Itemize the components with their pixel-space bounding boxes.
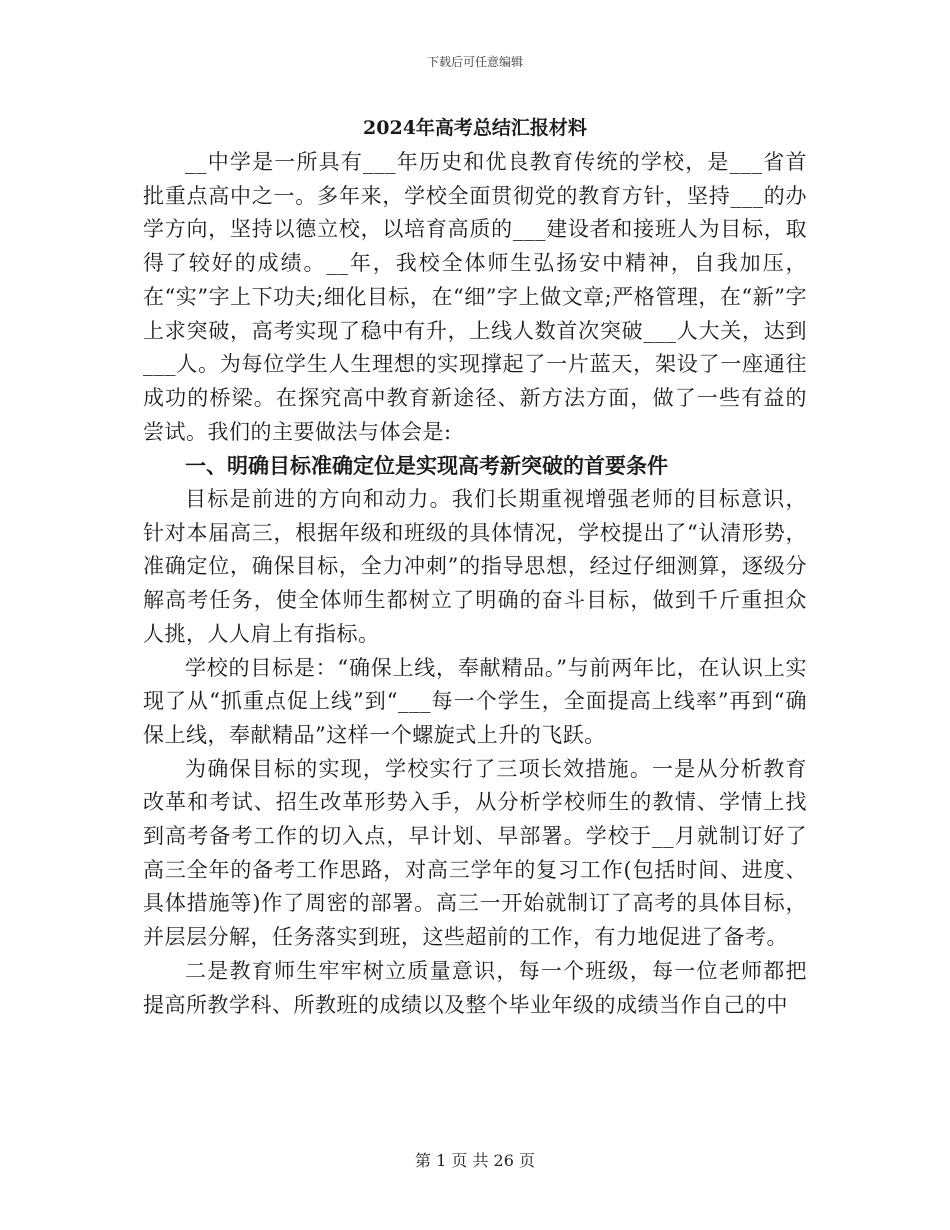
- document-body: [143, 110, 807, 1022]
- section-1-paragraph-4: 二是教育师生牢牢树立质量意识，每一个班级，每一位老师都把提高所教学科、所教班的成绩以及整个毕业年级的成绩当作自己的中: [143, 958, 807, 1017]
- section-1-paragraph-1: 目标是前进的方向和动力。我们长期重视增强老师的目标意识，针对本届高三，根据年级和班级的具体情况，学校提出了“认清形势，准确定位，确保目标，全力冲刺”的指导思想，经过仔细测算，逐级分解高考任务，使全体师生都树立了明确的奋斗目标，做到千斤重担众人挑，人人肩上有指标。: [143, 487, 807, 646]
- intro-paragraph: __中学是一所具有___年历史和优良教育传统的学校，是___省首批重点高中之一。多年来，学校全面贯彻党的教育方针，坚持___的办学方向，坚持以德立校，以培育高质的___建设者和接班人为目标，取得了较好的成绩。__年，我校全体师生弘扬安中精神，自我加压，在“实”字上下功夫;细化目标，在“细”字上做文章;严格管理，在“新”字上求突破，高考实现了稳中有升，上线人数首次突破___人大关，达到___人。为每位学生人生理想的实现撑起了一片蓝天，架设了一座通往成功的桥梁。在探究高中教育新途径、新方法方面，做了一些有益的尝试。我们的主要做法与体会是:: [143, 150, 807, 444]
- section-1-heading: 一、明确目标准确定位是实现高考新突破的首要条件: [185, 453, 668, 479]
- document-title: 2024年高考总结汇报材料: [363, 117, 587, 139]
- page-header-note: 下载后可任意编辑: [426, 55, 523, 69]
- page-number-footer: 第 1 页 共 26 页: [415, 1151, 535, 1170]
- section-1-paragraph-2: 学校的目标是：“确保上线，奉献精品。”与前两年比，在认识上实现了从“抓重点促上线”到“___每一个学生，全面提高上线率”再到“确保上线，奉献精品”这样一个螺旋式上升的飞跃。: [143, 655, 807, 747]
- section-1-paragraph-3: 为确保目标的实现，学校实行了三项长效措施。一是从分析教育改革和考试、招生改革形势入手，从分析学校师生的教情、学情上找到高考备考工作的切入点，早计划、早部署。学校于__月就制订好了高三全年的备考工作思路，对高三学年的复习工作(包括时间、进度、具体措施等)作了周密的部署。高三一开始就制订了高考的具体目标，并层层分解，任务落实到班，这些超前的工作，有力地促进了备考。: [143, 756, 807, 950]
